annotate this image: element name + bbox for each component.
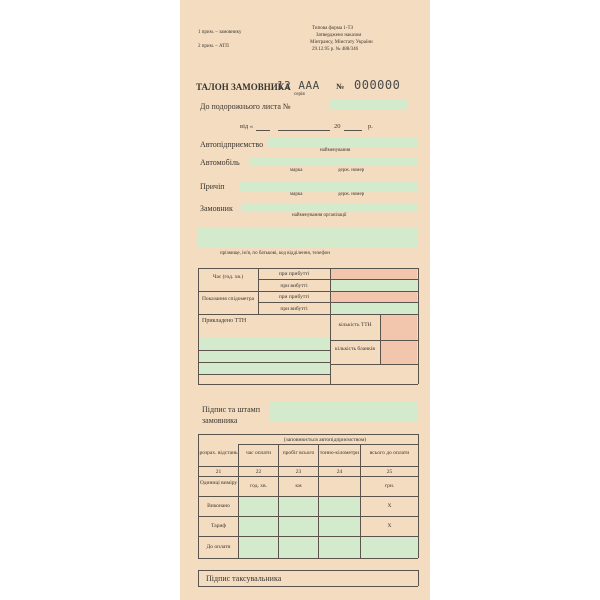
customer-signature-label: Підпис та штамп замовника	[202, 405, 260, 425]
row-topay-mileage-cell[interactable]	[279, 537, 318, 558]
row-done-mileage-cell[interactable]	[279, 497, 318, 516]
row-tariff-total: X	[387, 523, 392, 529]
row-topay-total-cell[interactable]	[361, 537, 418, 558]
time-label: Час (год. хв.)	[212, 274, 244, 280]
row-units-time: год. хв.	[250, 483, 267, 489]
approval-line-1: Типова форма 1-ТЗ	[312, 26, 354, 31]
enterprise-caption: найменування	[320, 148, 351, 153]
enterprise-label: Автопідприємство	[200, 140, 264, 149]
row-tariff-label: Тариф	[211, 523, 226, 529]
approval-line-2: Затверджено наказом	[316, 33, 362, 38]
car-caption-plate: держ. номер	[338, 168, 365, 173]
ttn-list-field[interactable]	[199, 338, 329, 374]
time-arrival-label: при прибутті	[278, 271, 310, 277]
departure-odometer-cell[interactable]	[331, 303, 417, 314]
row-topay-tonkm-cell[interactable]	[319, 537, 360, 558]
trailer-caption-plate: держ. номер	[338, 192, 365, 197]
waybill-number-field[interactable]	[330, 100, 408, 110]
tear-count-label: кількість бланків	[335, 346, 375, 352]
departure-time-cell[interactable]	[331, 280, 417, 291]
tear-count-cell[interactable]	[381, 341, 417, 364]
car-label: Автомобіль	[200, 158, 240, 167]
odometer-label: Показання спідометра	[201, 296, 255, 302]
trailer-field[interactable]	[240, 182, 418, 191]
odometer-arrival-label: при прибутті	[278, 294, 310, 300]
arrival-odometer-cell[interactable]	[331, 292, 417, 302]
row-topay-time-cell[interactable]	[239, 537, 278, 558]
car-caption-brand: марка	[290, 168, 303, 173]
col-tonkm-header: тоннo-кілометри	[319, 450, 360, 456]
row-units-total: грн.	[384, 483, 395, 489]
ttn-count-label: кількість ТТН	[338, 322, 372, 328]
customer-address-field[interactable]	[198, 228, 418, 248]
col-number-23: 23	[295, 469, 302, 475]
row-tariff-mileage-cell[interactable]	[279, 517, 318, 536]
col-mileage-header: пробіг всього	[282, 450, 315, 456]
car-field[interactable]	[250, 157, 418, 166]
approval-line-4: 29.12.95 р. № 488/346	[312, 47, 359, 52]
customer-label: Замовник	[200, 204, 233, 213]
col-time-header: час оплати	[245, 450, 272, 456]
taxer-signature-label: Підпис таксувальника	[206, 574, 282, 583]
col-total-header: всього до оплати	[369, 450, 410, 456]
approval-line-3: Мінтрансу, Мінстату України	[310, 40, 373, 45]
voucher-number: 000000	[354, 78, 401, 92]
col-distance-header: розрах. відстань	[199, 450, 238, 456]
number-sign: №	[336, 82, 345, 91]
customer-address-caption: прізвище, ім'я, по батькові, код відділення, телефон	[220, 251, 330, 256]
row-done-time-cell[interactable]	[239, 497, 278, 516]
customer-caption: найменування організації	[292, 213, 347, 218]
trailer-caption-brand: марка	[290, 192, 303, 197]
row-tariff-time-cell[interactable]	[239, 517, 278, 536]
voucher-series: 12 ААА	[277, 79, 320, 92]
waybill-year-letter: р.	[368, 123, 373, 130]
trailer-label: Причіп	[200, 182, 225, 191]
row-done-tonkm-cell[interactable]	[319, 497, 360, 516]
col-number-25: 25	[386, 469, 393, 475]
col-number-21: 21	[215, 469, 222, 475]
customer-signature-field[interactable]	[270, 402, 418, 422]
series-caption: серія	[294, 92, 305, 97]
row-tariff-tonkm-cell[interactable]	[319, 517, 360, 536]
col-number-24: 24	[336, 469, 343, 475]
row-units-mileage: км	[295, 483, 302, 489]
time-departure-label: при вибутті	[280, 283, 308, 289]
col-number-22: 22	[255, 469, 262, 475]
voucher-title: ТАЛОН ЗАМОВНИКА	[196, 82, 291, 92]
payment-header: (заповнюється автопідприємством)	[283, 437, 367, 443]
row-topay-label: До оплати	[206, 544, 231, 550]
row-done-total: X	[387, 503, 392, 509]
arrival-time-cell[interactable]	[331, 269, 417, 279]
copy-note-2: 2 прим. – АТП	[198, 44, 229, 49]
odometer-departure-label: при вибутті	[280, 306, 308, 312]
enterprise-field[interactable]	[268, 138, 418, 147]
waybill-year: 20	[334, 123, 341, 130]
customer-field[interactable]	[242, 203, 418, 212]
waybill-date-from: від «	[240, 123, 254, 130]
ttn-label: Прикладено ТТН	[202, 318, 247, 324]
customer-voucher-form	[180, 0, 430, 600]
row-done-label: Виконано	[207, 503, 230, 509]
row-units-label: Одиниці виміру	[199, 480, 238, 486]
ttn-count-cell[interactable]	[381, 315, 417, 340]
copy-note-1: 1 прим. – замовнику	[198, 30, 242, 35]
waybill-label: До подорожнього листа №	[200, 102, 291, 111]
